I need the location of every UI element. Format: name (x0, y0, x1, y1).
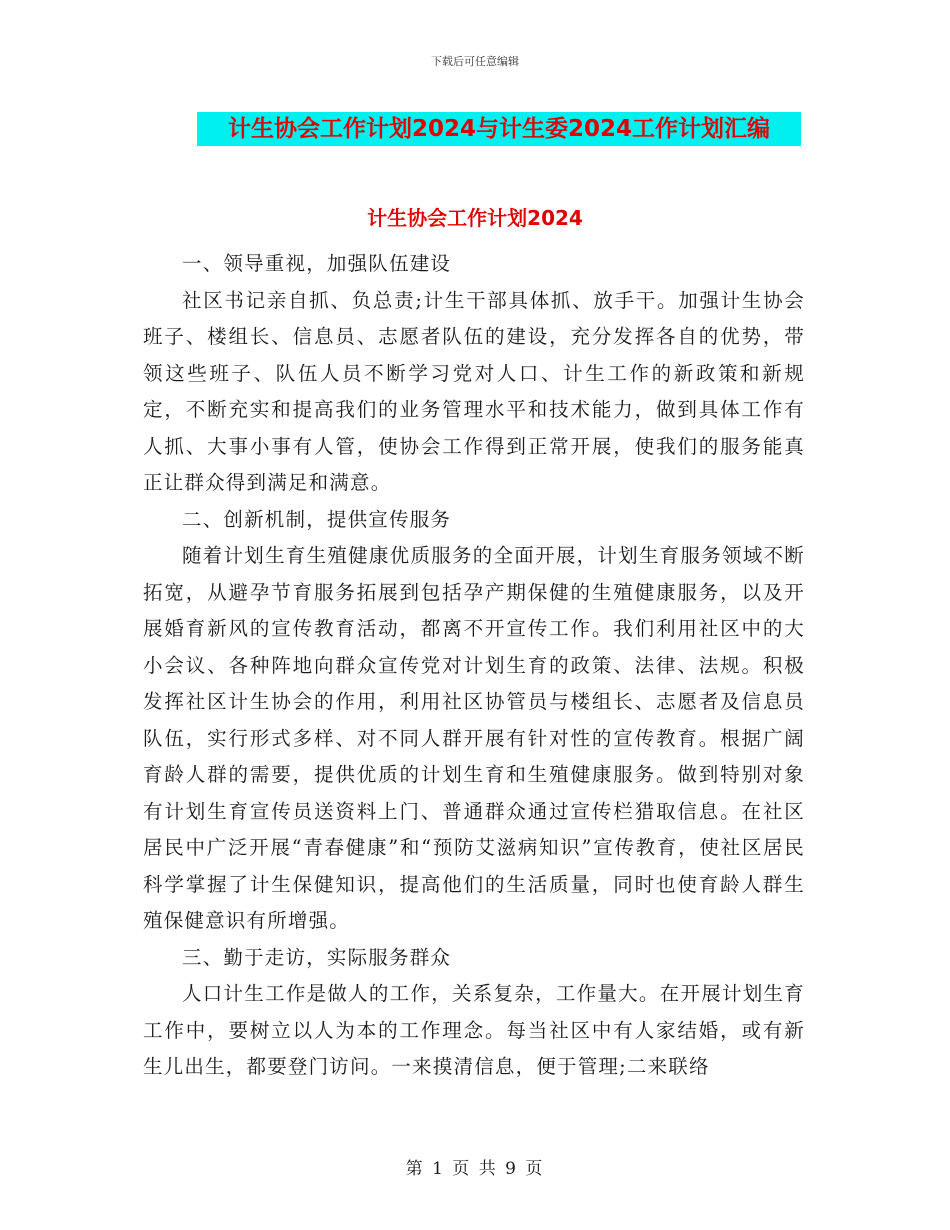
paragraph-heading: 一、领导重视，加强队伍建设 (182, 252, 452, 275)
paragraph-heading: 三、勤于走访，实际服务群众 (182, 945, 452, 969)
paragraph: 社区书记亲自抓、负总责;计生干部具体抓、放手干。加强计生协会班子、楼组长、信息员、志愿者队伍的建设，充分发挥各自的优势，带领这些班子、队伍人员不断学习党对人口、计生工作的新政策和新规定，不断充实和提高我们的业务管理水平和技术能力，做到具体工作有人抓、大事小事有人管，使协会工作得到正常开展，使我们的服务能真正让群众得到满足和满意。 (143, 288, 805, 494)
page-number: 第 1 页 共 9 页 (405, 1159, 545, 1179)
paragraph-heading: 二、创新机制，提供宣传服务 (182, 507, 452, 531)
document-main-title: 计生协会工作计划2024与计生委2024工作计划汇编 (197, 112, 801, 146)
header-note: 下载后可任意编辑 (431, 55, 519, 68)
paragraph: 随着计划生育生殖健康优质服务的全面开展，计划生育服务领域不断拓宽，从避孕节育服务拓展到包括孕产期保健的生殖健康服务，以及开展婚育新风的宣传教育活动，都离不开宣传工作。我们利用社区中的大小会议、各种阵地向群众宣传党对计划生育的政策、法律、法规。积极发挥社区计生协会的作用，利用社区协管员与楼组长、志愿者及信息员队伍，实行形式多样、对不同人群开展有针对性的宣传教育。根据广阔育龄人群的需要，提供优质的计划生育和生殖健康服务。做到特别对象有计划生育宣传员送资料上门、普通群众通过宣传栏猎取信息。在社区居民中广泛开展“青春健康”和“预防艾滋病知识”宣传教育，使社区居民科学掌握了计生保健知识，提高他们的生活质量，同时也使育龄人群生殖保健意识有所增强。 (143, 544, 805, 932)
section-title: 计生协会工作计划2024 (367, 206, 583, 230)
paragraph: 人口计生工作是做人的工作，关系复杂，工作量大。在开展计划生育工作中，要树立以人为本的工作理念。每当社区中有人家结婚，或有新生儿出生，都要登门访问。一来摸清信息，便于管理;二来联络 (143, 982, 805, 1078)
document-body (143, 246, 805, 1086)
